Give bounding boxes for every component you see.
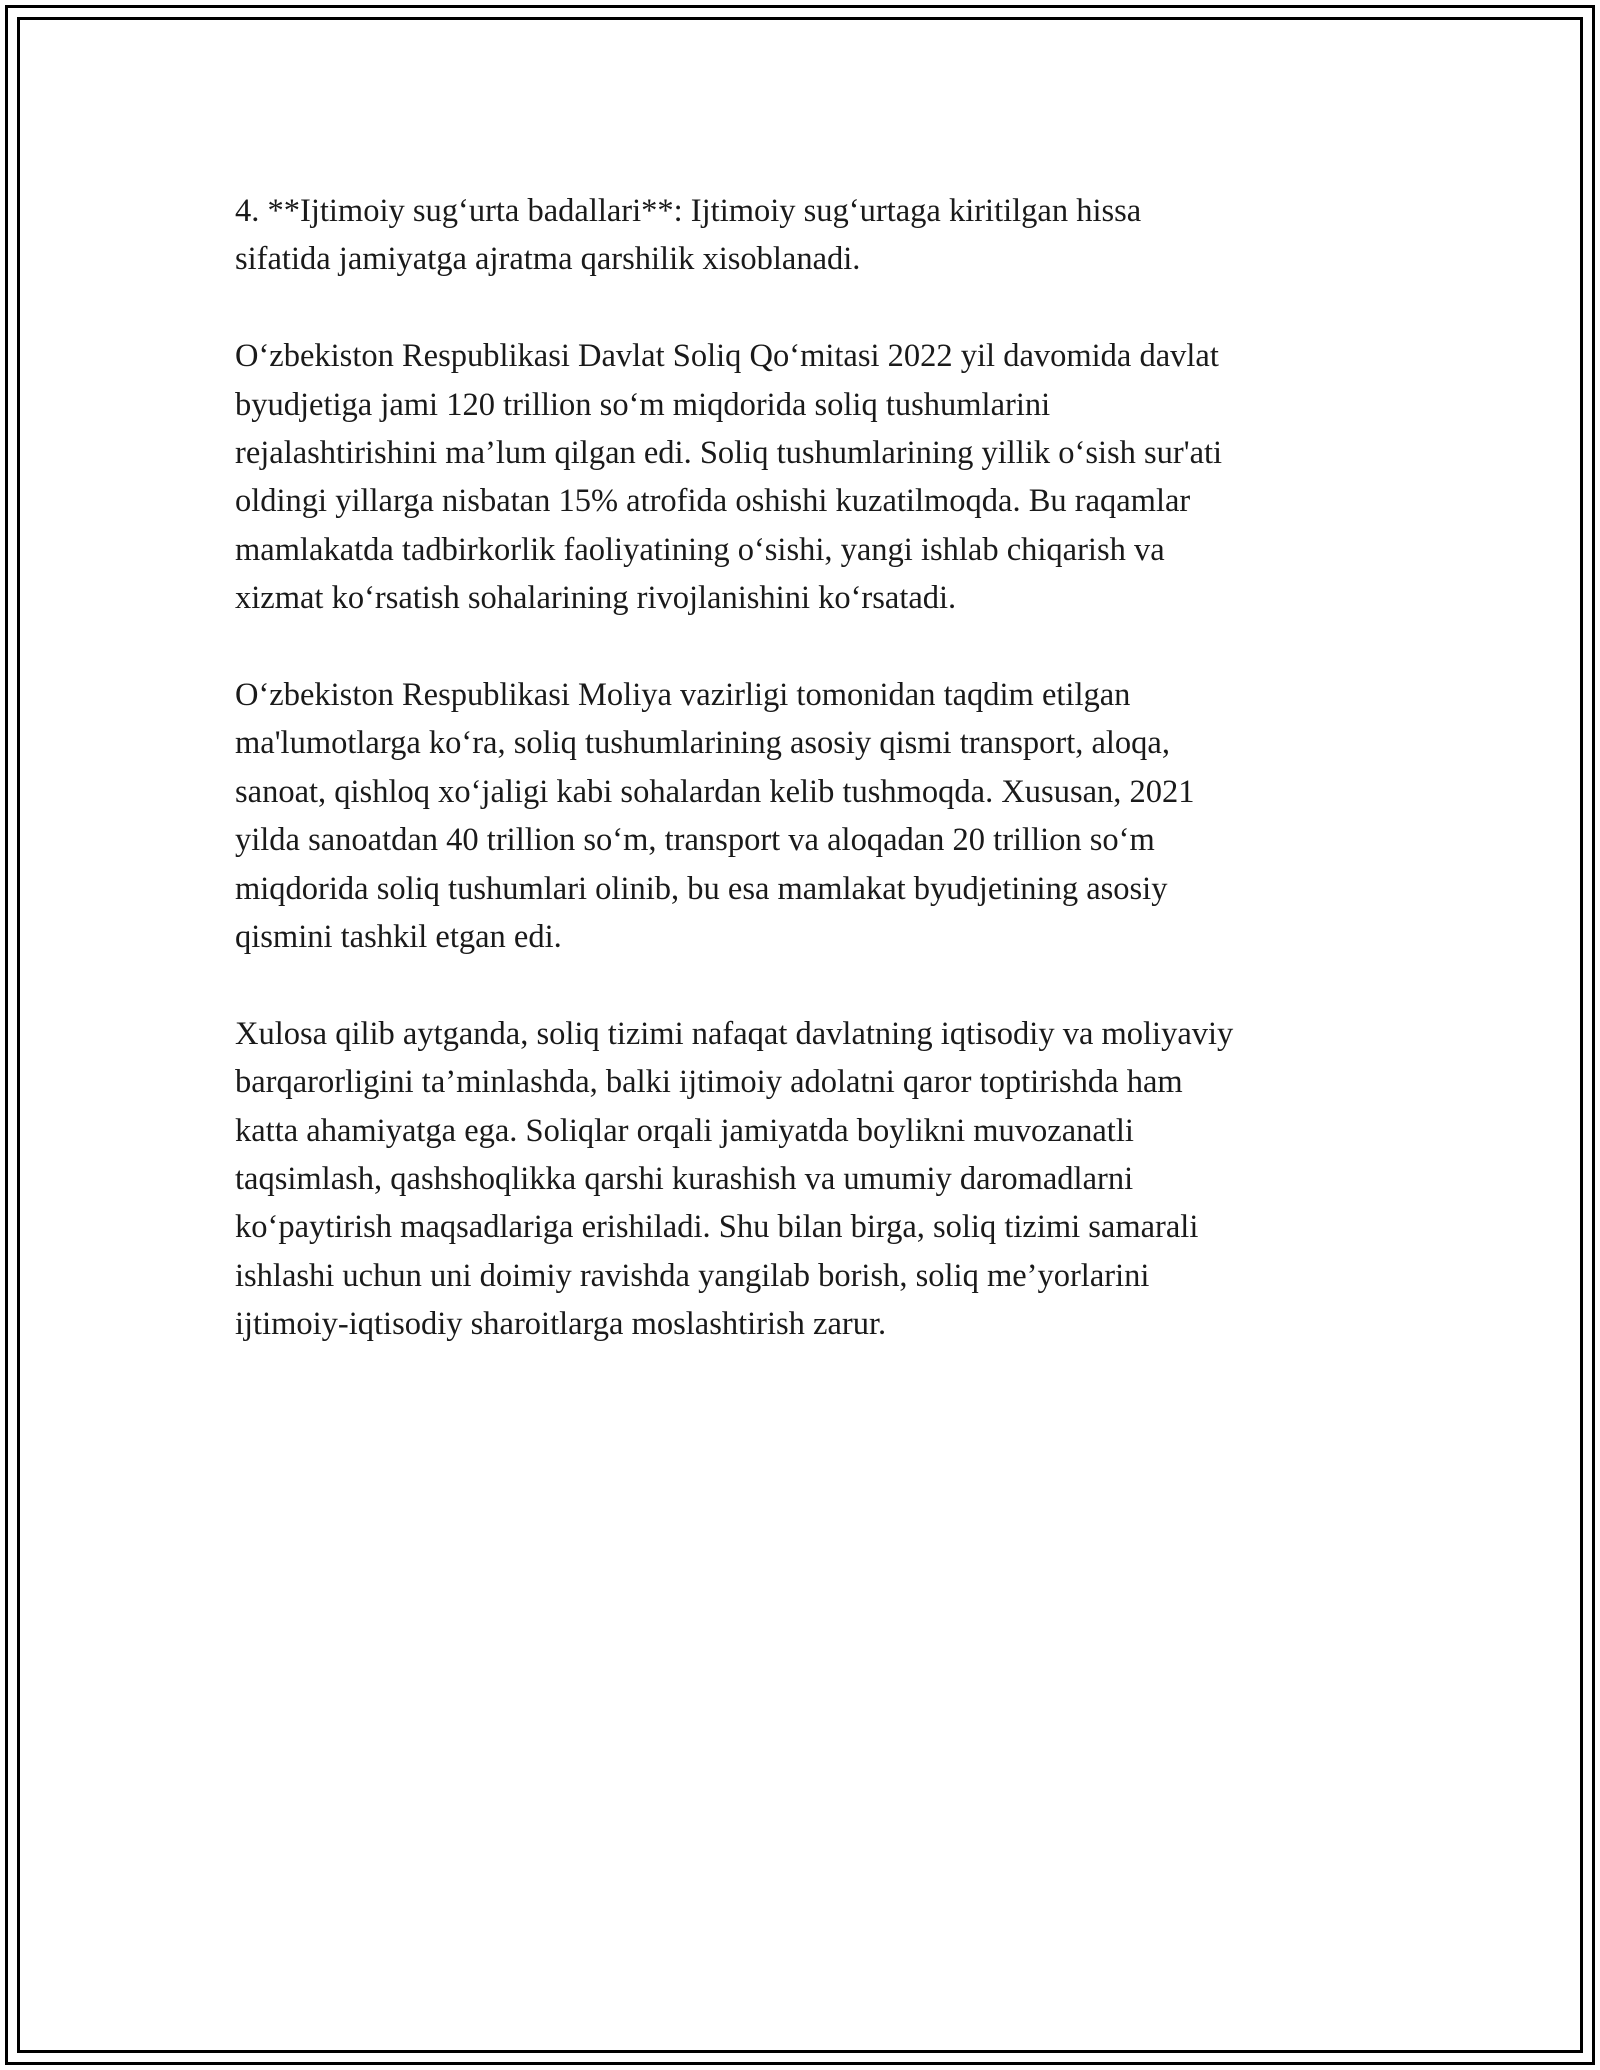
paragraph-social-insurance: 4. **Ijtimoiy sug‘urta badallari**: Ijtimoiy sug‘urtaga kiritilgan hissa sifatida jamiyatga ajratma qarshilik xisoblanadi.	[235, 193, 1142, 278]
paragraph-finance-ministry: O‘zbekiston Respublikasi Moliya vazirligi tomonidan taqdim etilgan ma'lumotlarga ko‘ra, soliq tushumlarining asosiy qismi transport, aloqa, sanoat, qishloq xo‘jaligi kabi sohalardan kelib tushmoqda. Xususan, 2021 yilda sanoatdan 40 trillion so‘m, transport va aloqadan 20 trillion so‘m miqdorida soliq tushumlari olinib, bu esa mamlakat byudjetining asosiy qismini tashkil etgan edi.	[235, 677, 1195, 956]
paragraph-conclusion: Xulosa qilib aytganda, soliq tizimi nafaqat davlatning iqtisodiy va moliyaviy barqarorligini ta’minlashda, balki ijtimoiy adolatni qaror toptirishda ham katta ahamiyatga ega. Soliqlar orqali jamiyatda boylikni muvozanatli taqsimlash, qashshoqlikka qarshi kurashish va umumiy daromadlarni ko‘paytirish maqsadlariga erishiladi. Shu bilan birga, soliq tizimi samarali ishlashi uchun uni doimiy ravishda yangilab borish, soliq me’yorlarini ijtimoiy-iqtisodiy sharoitlarga moslashtirish zarur.	[235, 1015, 1234, 1343]
paragraph-tax-committee: O‘zbekiston Respublikasi Davlat Soliq Qo‘mitasi 2022 yil davomida davlat byudjetiga jami 120 trillion so‘m miqdorida soliq tushumlarini rejalashtirishini ma’lum qilgan edi. Soliq tushumlarining yillik o‘sish sur'ati oldingi yillarga nisbatan 15% atrofida oshishi kuzatilmoqda. Bu raqamlar mamlakatda tadbirkorlik faoliyatining o‘sishi, yangi ishlab chiqarish va xizmat ko‘rsatish sohalarining rivojlanishini ko‘rsatadi.	[235, 338, 1223, 617]
document-body	[235, 187, 1385, 1397]
